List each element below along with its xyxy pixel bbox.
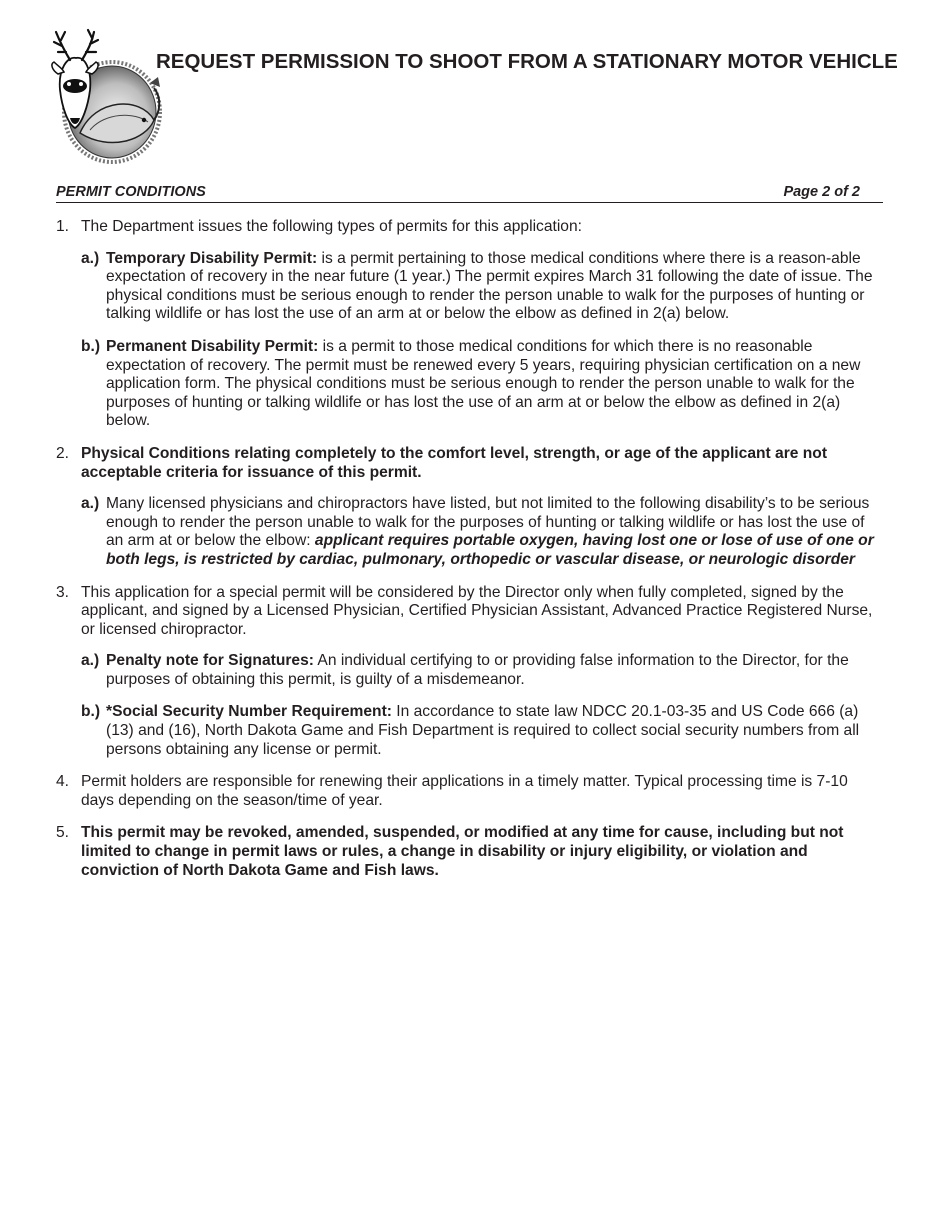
disability-list-text: applicant requires portable oxygen, having lost one or lose of use of one or both legs, is restricted by cardiac, pulmonary, orthopedic or vascular disease, or neurologic disorder: [106, 532, 874, 568]
sub-item: [81, 495, 884, 569]
list-item: [56, 584, 884, 760]
sub-item-letter: b.): [81, 337, 101, 355]
permit-conditions-list: [56, 218, 884, 894]
item-number: 2.: [56, 444, 70, 462]
sub-item-text: An individual certifying to or providing false information to the Director, for the purposes of obtaining this permit, is guilty of a misdemeanor.: [106, 652, 849, 688]
sub-item: [81, 652, 884, 689]
page-title: REQUEST PERMISSION TO SHOOT FROM A STATIONARY MOTOR VEHICLE: [156, 50, 898, 73]
section-header: [56, 183, 883, 203]
list-item: [56, 773, 884, 810]
item-number: 1.: [56, 218, 70, 235]
sub-item-text: is a permit to those medical conditions for which there is no reasonable expectation of recovery. The permit must be renewed every 5 years, requiring physician certification on a new application form. The physical conditions must be serious enough to render the person unable to walk for the purposes of hunting or talking wildlife or has lost the use of an arm at or below the elbow as defined in 2(a) below.: [106, 337, 861, 430]
sub-item-letter: a.): [81, 495, 100, 513]
list-item: [56, 824, 884, 880]
deer-and-fish-emblem-icon: [50, 28, 164, 164]
sub-item: [81, 338, 884, 431]
item-number: 5.: [56, 824, 70, 842]
item-text: Physical Conditions relating completely to the comfort level, strength, or age of the applicant are not acceptable criteria for issuance of this permit.: [81, 444, 828, 481]
sub-item-letter: a.): [81, 652, 100, 670]
sub-item-text: In accordance to state law NDCC 20.1-03-35 and US Code 666 (a) (13) and (16), North Dakota Game and Fish Department is required to collect social security numbers from all persons obtaining any license or permit.: [106, 703, 860, 758]
sub-item: [81, 703, 884, 759]
temporary-permit-label: Temporary Disability Permit:: [106, 249, 318, 267]
sub-item-letter: b.): [81, 703, 101, 721]
item-number: 4.: [56, 773, 70, 791]
sub-item-letter: a.): [81, 249, 100, 267]
item-text: Permit holders are responsible for renewing their applications in a timely matter. Typical processing time is 7-10 days depending on the season/time of year.: [81, 773, 848, 809]
item-text: This application for a special permit will be considered by the Director only when fully completed, signed by the applicant, and signed by a Licensed Physician, Certified Physician Assistant, Advanced Practice Registered Nurse, or licensed chiropractor.: [81, 583, 873, 638]
page-number: Page 2 of 2: [783, 184, 860, 200]
sub-item-text: Many licensed physicians and chiropractors have listed, but not limited to the following disability’s to be serious enough to render the person unable to walk for the purposes of hunting or talking wildlife or has lost the use of an arm at or below the elbow:: [106, 495, 870, 550]
section-title: PERMIT CONDITIONS: [56, 184, 206, 200]
list-item: [56, 218, 884, 431]
sub-item: [81, 250, 884, 324]
list-item: [56, 445, 884, 570]
penalty-note-label: Penalty note for Signatures:: [106, 652, 314, 670]
sub-item-text: is a permit pertaining to those medical conditions where there is a reason-able expectation of recovery in the near future (1 year.) The permit expires March 31 following the date of issue. The physical conditions must be serious enough to render the person unable to walk for the purposes of hunting or talking wildlife or has lost the use of an arm at or below the elbow as defined in 2(a) below.: [106, 249, 873, 323]
item-number: 3.: [56, 583, 70, 601]
permanent-permit-label: Permanent Disability Permit:: [106, 337, 319, 355]
ssn-requirement-label: *Social Security Number Requirement:: [106, 703, 392, 721]
item-text: This permit may be revoked, amended, suspended, or modified at any time for cause, including but not limited to change in permit laws or rules, a change in disability or injury eligibility, or violation and conviction of North Dakota Game and Fish laws.: [81, 824, 844, 879]
item-text: The Department issues the following types of permits for this application:: [81, 218, 582, 235]
